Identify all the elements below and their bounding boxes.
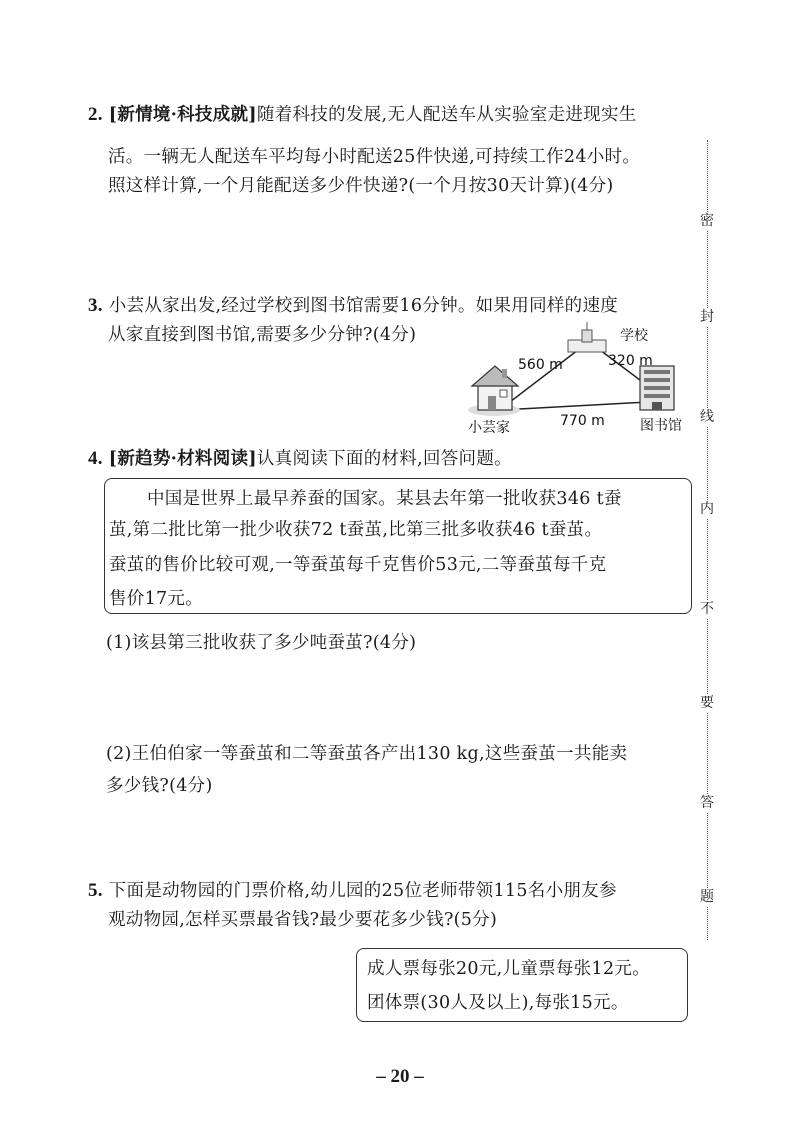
material-line-1: 中国是世界上最早养蚕的国家。某县去年第一批收获346 t蚕	[147, 489, 622, 509]
house-icon	[468, 366, 520, 416]
q4-material-box	[104, 478, 692, 614]
label-school-library-distance: 320 m	[608, 353, 653, 369]
ticket-price-box	[356, 948, 688, 1022]
school-icon	[568, 322, 606, 352]
q2-line-3: 照这样计算,一个月能配送多少件快递?(一个月按30天计算)(4分)	[108, 176, 614, 196]
q2-tag: [新情境·科技成就]	[108, 105, 257, 125]
q3-line-1	[88, 292, 618, 317]
q5-text-1: 下面是动物园的门票价格,幼儿园的25位老师带领115名小朋友参	[108, 881, 617, 901]
q3-route-diagram	[460, 322, 700, 442]
q4-line-1	[88, 445, 512, 470]
seal-char-1: 密	[700, 213, 714, 229]
q2-line-2: 活。一辆无人配送车平均每小时配送25件快递,可持续工作24小时。	[108, 147, 641, 167]
material-line-4: 售价17元。	[109, 589, 204, 609]
seal-char-8: 题	[700, 889, 714, 905]
label-school: 学校	[620, 328, 648, 344]
q3-number: 3.	[88, 295, 103, 316]
material-line-2: 茧,第二批比第一批少收获72 t蚕茧,比第三批多收获46 t蚕茧。	[109, 520, 603, 540]
q4-sub2-line-1: (2)王伯伯家一等蚕茧和二等蚕茧各产出130 kg,这些蚕茧一共能卖	[106, 744, 628, 764]
route-home-library	[502, 402, 648, 410]
q4-number: 4.	[88, 448, 103, 469]
library-building-icon	[640, 366, 674, 410]
label-library: 图书馆	[640, 418, 682, 434]
seal-dotted-line	[707, 140, 708, 940]
q2-text-1: 随着科技的发展,无人配送车从实验室走进现实生	[256, 105, 637, 125]
q3-line-2: 从家直接到图书馆,需要多少分钟?(4分)	[108, 325, 417, 345]
seal-char-7: 答	[700, 795, 714, 811]
price-line-2: 团体票(30人及以上),每张15元。	[367, 993, 629, 1013]
q5-line-1	[88, 877, 617, 902]
q4-sub2-line-2: 多少钱?(4分)	[106, 776, 213, 796]
label-home-school-distance: 560 m	[518, 357, 563, 373]
material-line-3: 蚕茧的售价比较可观,一等蚕茧每千克售价53元,二等蚕茧每千克	[109, 555, 607, 575]
q5-line-2: 观动物园,怎样买票最省钱?最少要花多少钱?(5分)	[108, 910, 498, 930]
seal-char-5: 不	[700, 601, 714, 617]
q4-tag: [新趋势·材料阅读]	[108, 449, 257, 469]
q4-intro: 认真阅读下面的材料,回答问题。	[256, 449, 512, 469]
q3-text-1: 小芸从家出发,经过学校到图书馆需要16分钟。如果用同样的速度	[108, 296, 619, 316]
page-number: – 20 –	[376, 1066, 424, 1087]
seal-char-6: 要	[700, 695, 714, 711]
seal-char-2: 封	[700, 309, 714, 325]
q2-line-1	[88, 101, 637, 126]
seal-char-4: 内	[700, 501, 714, 517]
q4-sub1: (1)该县第三批收获了多少吨蚕茧?(4分)	[106, 633, 417, 653]
label-home: 小芸家	[468, 420, 510, 436]
q5-number: 5.	[88, 880, 103, 901]
price-line-1: 成人票每张20元,儿童票每张12元。	[367, 959, 650, 979]
q2-number: 2.	[88, 104, 103, 125]
seal-char-3: 线	[700, 409, 714, 425]
label-home-library-distance: 770 m	[560, 413, 605, 429]
